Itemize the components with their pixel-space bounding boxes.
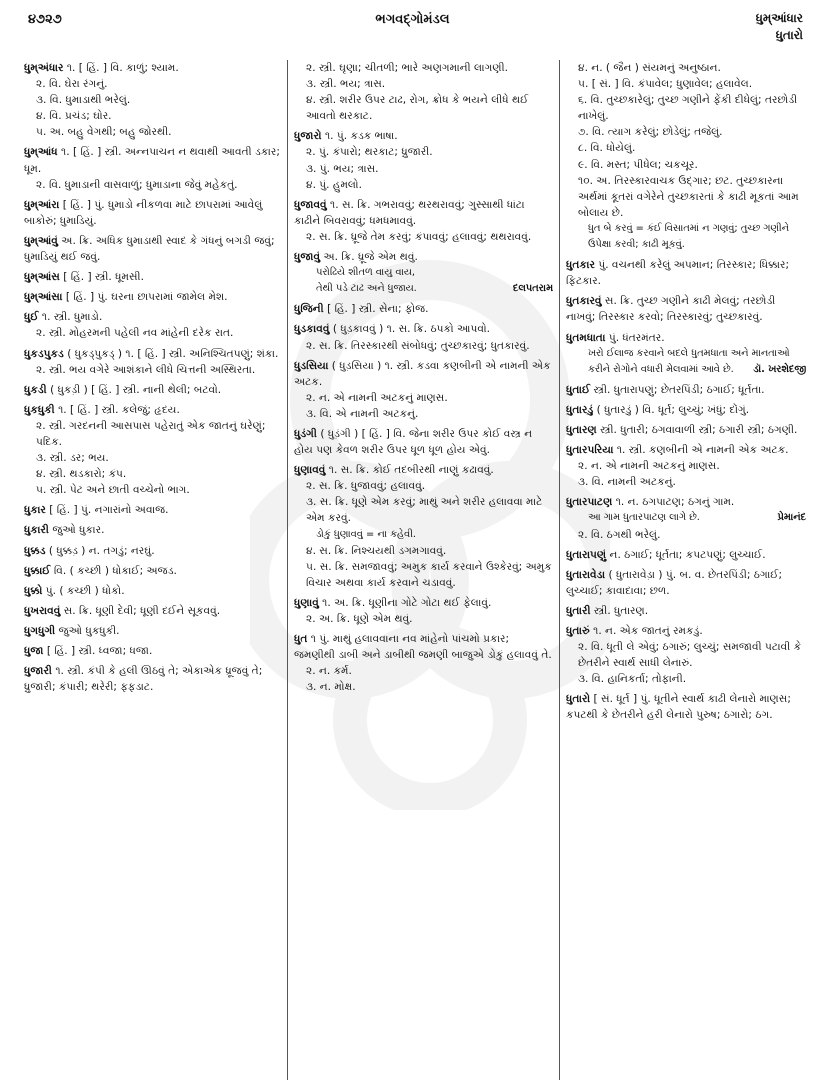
- definition-text: [ હિં. ] સ્ત્રી. ધૂમસી.: [63, 271, 144, 284]
- quotation-text: તેથી પડે ટાઢ અને ધુજાય.: [316, 283, 417, 295]
- dictionary-entry: [566, 402, 806, 418]
- dictionary-entry: [24, 522, 281, 538]
- definition-text: [ હિં. ] સ્ત્રી. ધ્વજા; ધજા.: [46, 645, 153, 657]
- headword: ધુજિની: [294, 303, 324, 316]
- quotation-line: [566, 346, 806, 378]
- quotation-text: પરોઢિયે શીતળ વાયુ વાય,: [316, 267, 415, 279]
- quotation-source: ડૉ. ખરશેદજી: [753, 363, 806, 375]
- definition-text: [ હિં. ] સ્ત્રી. સેના; ફોજ.: [327, 303, 429, 316]
- dictionary-entry: [24, 543, 281, 559]
- sense: ૯. વિ. મસ્ત; પીધેલ; ચકચૂર.: [578, 158, 698, 171]
- guide-words: [756, 10, 803, 44]
- definition-text: ( ધુડ઼ંગી ) [ હિં. ] વિ. જેના શરીર ઉપર કોઈ વસ્ત્ર ન હોય પણ કેવળ શરીર ઉપર ધૂળ ધૂળ હોય એવું.: [294, 427, 533, 457]
- dictionary-entry: [566, 60, 806, 253]
- dictionary-entry: [24, 502, 281, 518]
- headword: ધુખરાવવું: [24, 604, 61, 617]
- headword: ધુમ્આંધ: [24, 146, 58, 159]
- headword: ધુતકાર: [566, 259, 595, 272]
- sense: ૨. અ. ક્રિ. ધૂણે એમ થવું.: [306, 613, 413, 625]
- headword: ધુતારી: [566, 604, 591, 617]
- dictionary-entry: [566, 293, 806, 325]
- definition-text: પું. ધંતરમંતર.: [608, 331, 665, 344]
- headword: ધુજારી: [24, 665, 52, 678]
- headword: ધુતારપાટણ: [566, 496, 613, 509]
- headword: ધુકારી: [24, 524, 49, 537]
- dictionary-entry: [24, 346, 281, 378]
- sense: ૩. વિ. એ નામની અટકનું.: [306, 407, 419, 420]
- headword: ધુકધુકી: [24, 403, 55, 416]
- definition-text: ( ધુકડ્પુકડ્ ) ૧. [ હિં. ] સ્ત્રી. અનિશ્ચિતપણું; શંકા.: [67, 347, 279, 360]
- definition-text: સ્ત્રી. ધુતારણ.: [593, 604, 649, 617]
- headword: ધુમ્અંધાર: [24, 62, 64, 74]
- headword: ધુઈ: [24, 311, 39, 324]
- sense: ૪. સ. ક્રિ. નિશ્ચયથી ડગમગાવવું.: [306, 544, 447, 557]
- headword: ધુતારાપણું: [566, 548, 607, 561]
- dictionary-entry: [566, 382, 806, 398]
- sense: ૪. ન. ( જૈન ) સંયમનું અનુષ્ઠાન.: [578, 62, 721, 74]
- sense: ૨. પું. કંપારો; થરકાટ; ધ્રુજારી.: [306, 146, 433, 159]
- quotation-text: ખરો ઈલાજ કરવાને બદલે ધુતમધાતા અને માનતાઓ કરીને રોગોને વધારી મેલવામાં આવે છે.: [588, 347, 790, 375]
- dictionary-entry: [294, 128, 553, 192]
- sense: ૪. પું. હુમલો.: [306, 178, 362, 191]
- dictionary-entry: [294, 631, 553, 695]
- headword: ધુજારો: [294, 130, 322, 143]
- quotation-line: [294, 265, 553, 281]
- sense: ૩. સ્ત્રી. ભય; ત્રાસ.: [306, 78, 386, 91]
- headword: ધુજાવું: [294, 251, 321, 264]
- definition-text: ૧. સ. ક્રિ. કોઈ તદબીરથી નાણું કઢાવવું.: [328, 464, 494, 477]
- sense: ૨. સ્ત્રી. ભય વગેરે આશંકાને લીધે ચિત્તની અસ્થિરતા.: [36, 363, 256, 376]
- quotation-line: [566, 510, 806, 526]
- definition-text: ૧. સ્ત્રી. ધુમાડો.: [41, 311, 103, 324]
- sense: ૨. વિ. ધુમાડાની વાસવાળું; ધુમાડાના જેવું મહેકતું.: [36, 178, 238, 191]
- definition-text: ૧. સ. ક્રિ. ગભરાવવું; થરથરાવવું; ગુસ્સાથી ધાંટા કાઢીને બિવરાવવું; ધમધમાવવું.: [294, 198, 525, 227]
- column-1: [22, 60, 287, 1080]
- dictionary-entry: [24, 402, 281, 499]
- definition-text: જુઓ ધુકાર.: [52, 524, 105, 537]
- dictionary-entry: [24, 563, 281, 579]
- dictionary-columns: [22, 60, 812, 1080]
- headword: ધુતારાવેડા: [566, 568, 606, 581]
- quotation-source: દલપતરામ: [512, 283, 553, 295]
- sense: ૩. વિ. નામની અટકનું.: [578, 476, 676, 489]
- sense: ૨. ન. એ નામની અટકનું માણસ.: [578, 460, 720, 473]
- idiom-line: ધુત બે કરવું = કંઈ વિસાતમાં ન ગણવું; તુચ્છ ગણીને ઉપેક્ષા કરવી; કાઢી મૂકવું.: [588, 222, 790, 251]
- dictionary-entry: [566, 691, 806, 723]
- sense: ૫. સ. ક્રિ. સમજાવવું; અમુક કાર્ય કરવાને ઉશ્કેરવું; અમુક વિચાર અથવા કાર્ય કરવાને ચડાવવું.: [306, 560, 552, 589]
- dictionary-entry: [294, 462, 553, 591]
- definition-text: [ હિં. ] પું. નગારાંનો અવાજ.: [49, 504, 169, 517]
- dictionary-entry: [24, 309, 281, 341]
- headword: ધુતારણ: [566, 423, 597, 436]
- sense: ૪. સ્ત્રી. થડકારો; કંપ.: [36, 468, 127, 481]
- dictionary-entry: [566, 422, 806, 438]
- sense: ૨. સ્ત્રી. ગરદનની આસપાસ પહેરાતું એક જાતનું ઘરેણું; પદિક.: [36, 419, 266, 448]
- dictionary-entry: [24, 643, 281, 659]
- sense: ૫. અ. બહુ વેગથી; બહુ જોરથી.: [36, 126, 172, 139]
- dictionary-entry: [24, 269, 281, 285]
- dictionary-entry: [566, 442, 806, 490]
- definition-text: અ. ક્રિ. અધિક ધુમાડાથી સ્વાદ કે ગંધનું બગડી જવું; ધુમાડિયું થઈ જવું.: [24, 234, 275, 264]
- dictionary-entry: [24, 144, 281, 192]
- dictionary-entry: [24, 603, 281, 619]
- definition-text: ( ધુતારડ઼ું ) વિ. ધૂર્ત; લુચ્ચું; ખંધું; દોંગું.: [596, 403, 750, 416]
- dictionary-entry: [294, 249, 553, 297]
- headword: ધુમ્આંસા: [24, 291, 63, 304]
- headword: ધુકડી: [24, 383, 47, 396]
- dictionary-entry: [294, 321, 553, 353]
- sense: ૨. સ્ત્રી. ઘૃણા; ચીતળી; ભારે અણગમાની લાગણી.: [306, 62, 508, 74]
- sense: ૩. વિ. ધુમાડાથી ભરેલું.: [36, 94, 131, 107]
- dictionary-entry: [566, 257, 806, 289]
- sense: ૫. સ્ત્રી. પેટ અને છાતી વચ્ચેનો ભાગ.: [36, 484, 190, 497]
- definition-text: ૧. સ્ત્રી. કંપી કે હલી ઊઠવું તે; એકાએક ધ્રૂજવું તે; ધ્રુજારી; કંપારી; થરેરી; ફફડાટ.: [24, 665, 263, 694]
- definition-text: પું. ( કચ્છી ) ધોકો.: [45, 584, 125, 597]
- definition-text: ૧. [ હિં. ] સ્ત્રી. અન્નપાચન ન થવાથી આવતી ડકાર; ધૂમ.: [24, 146, 280, 175]
- dictionary-entry: [566, 603, 806, 619]
- sense: ૨. સ. ક્રિ. ધ્રૂજે તેમ કરવું; કંપાવવું; હલાવવું; થથરાવવું.: [306, 230, 532, 243]
- sense: ૩. પું. ભય; ત્રાસ.: [306, 162, 379, 175]
- sense: ૨. સ. ક્રિ. ધુજાવવું; હલાવવું.: [306, 480, 426, 493]
- column-2: [287, 60, 559, 1080]
- idiom-line: ડોકું ધુણાવવું = ના કહેવી.: [316, 528, 417, 540]
- guide-word-last: ધુતારો: [775, 28, 803, 42]
- dictionary-entry: [294, 197, 553, 245]
- sense: ૨. સ્ત્રી. મોહરમની પહેલી નવ માંહેની દરેક રાત.: [36, 327, 234, 340]
- dictionary-entry: [566, 330, 806, 378]
- definition-text: ( ધુતારાવેડ઼ા ) પું. બ. વ. છેતરપિંડી; ઠગાઈ; લુચ્ચાઈ; કાવાદાવા; છળ.: [566, 568, 783, 597]
- headword: ધુત: [294, 633, 308, 646]
- quotation-text: આ ગામ ધુતારપાટણ લાગે છે.: [588, 512, 700, 524]
- dictionary-entry: [24, 197, 281, 229]
- definition-text: [ સં. ધૂર્ત ] પું. ધૂતીને સ્વાર્થ કાઢી લેનારો માણસ; કપટથી કે છેતરીને હરી લેનારો પુરુષ; ઠગારો; ઠગ.: [566, 693, 791, 722]
- headword: ધુકાર: [24, 504, 46, 517]
- dictionary-entry: [294, 358, 553, 422]
- dictionary-entry: [24, 583, 281, 599]
- headword: ધુણાવવું: [294, 464, 326, 477]
- dictionary-entry: [294, 60, 553, 124]
- definition-text: વિ. ( કચ્છી ) ધોકાઈ; અજડ.: [53, 564, 177, 577]
- definition-text: ( ધુકડ઼ી ) [ હિં. ] સ્ત્રી. નાની થેલી; બટવો.: [50, 383, 222, 396]
- dictionary-entry: [24, 623, 281, 639]
- definition-text: ૧. ન. ઠગપાટણ; ઠગનું ગામ.: [615, 496, 735, 509]
- definition-text: ૧. [ હિં. ] સ્ત્રી. કલેજું; હૃદય.: [58, 403, 180, 416]
- headword: ધુક્કાઈ: [24, 564, 51, 577]
- definition-text: અ. ક્રિ. ધ્રૂજે એમ થવું.: [323, 251, 418, 264]
- page-title: ભગવદ્ગોમંડલ: [375, 12, 450, 27]
- headword: ધુમ્આંરા: [24, 198, 60, 211]
- sense: ૩. સ. ક્રિ. ધૂણે એમ કરવું; માથું અને શરીર હલાવવા માટે એમ કરવું.: [306, 496, 543, 525]
- headword: ધુતારડું: [566, 403, 594, 416]
- sense: ૨. ન. કર્મ.: [306, 665, 352, 678]
- sense: ૫. [ સં. ] વિ. કંપાવેલ; ધુણાવેલ; હલાવેલ.: [578, 78, 753, 91]
- definition-text: ન. ઠગાઈ; ધૂર્તતા; કપટપણું; લુચ્ચાઈ.: [609, 548, 766, 561]
- headword: ધુકડપુકડ: [24, 347, 64, 360]
- headword: ધુમ્આંસ: [24, 271, 60, 284]
- definition-text: સ. ક્રિ. ધૂણી દેવી; ધૂણી દઈને સૂકવવું.: [63, 604, 221, 617]
- definition-text: ૧ પું. માથું હલાવવાના નવ માંહેનો પાંચમો પ્રકાર; જમણીથી ડાબી અને ડાબીથી જમણી બાજુએ ડોકું હલાવવું તે.: [294, 633, 552, 662]
- dictionary-entry: [566, 567, 806, 599]
- definition-text: ( ધુડ઼કાવવું ) ૧. સ. ક્રિ. ઠપકો આપવો.: [332, 323, 490, 336]
- sense: ૧૦. અ. તિરસ્કારવાચક ઉદ્ગાર; છટ. તુચ્છકારના અર્થમાં કૂતરાં વગેરેને તુચ્છકારતાં કે કાઢી મૂકતાં આમ બોલાય છે.: [578, 174, 799, 219]
- definition-text: [ હિં. ] પું. ધુમાડો નીકળવા માટે છાપરામાં આવેલું બાકોરું; ધુમાડિયું.: [24, 198, 263, 227]
- headword: ધુડકાવવું: [294, 323, 330, 336]
- definition-text: સ્ત્રી. ધુતારી; ઠગવાવાળી સ્ત્રી; ઠગારી સ્ત્રી; ઠગણી.: [600, 423, 798, 436]
- guide-word-first: ધુમ્આંધાર: [755, 11, 803, 25]
- sense: ૭. વિ. ત્યાગ કરેલું; છોડેલું; તજેલું.: [578, 126, 723, 139]
- definition-text: ૧. [ હિં. ] વિ. કાળું; શ્યામ.: [66, 62, 179, 74]
- headword: ધુજા: [24, 645, 44, 657]
- definition-text: ૧. સ્ત્રી. કણબીની એ નામની એક અટક.: [616, 444, 789, 457]
- headword: ધુગધુગી: [24, 624, 56, 637]
- headword: ધુતારું: [566, 625, 590, 637]
- headword: ધુતારો: [566, 693, 591, 706]
- headword: ધુતાઈ: [566, 383, 591, 396]
- dictionary-entry: [294, 426, 553, 458]
- definition-text: [ હિં. ] પું. ઘરના છાપરામાં જામેલ મેશ.: [65, 291, 228, 304]
- dictionary-entry: [566, 547, 806, 563]
- dictionary-entry: [566, 494, 806, 542]
- dictionary-entry: [24, 663, 281, 695]
- headword: ધુક્કો: [24, 584, 43, 597]
- headword: ધુણાવું: [294, 596, 319, 609]
- headword: ધુતારપરિયા: [566, 444, 614, 457]
- definition-text: જુઓ ધુકધુકી.: [58, 624, 120, 637]
- dictionary-entry: [294, 595, 553, 627]
- definition-text: સ. ક્રિ. તુચ્છ ગણીને કાઢી મેલવું; તરછોડી નાખવું; તિરસ્કાર કરવો; તિરસ્કારવું; તુચ્છકારવું.: [566, 295, 776, 324]
- dictionary-entry: [24, 233, 281, 265]
- dictionary-entry: [566, 623, 806, 687]
- sense: ૪. વિ. પ્રચંડ; ઘોર.: [36, 110, 112, 123]
- headword: ધુડસિયા: [294, 359, 329, 372]
- sense: ૩. વિ. હાનિકર્તા; તોફાની.: [578, 673, 687, 686]
- sense: ૨. વિ. ઠગથી ભરેલું.: [578, 528, 661, 541]
- headword: ધુજાવવું: [294, 198, 327, 211]
- column-3: [559, 60, 812, 1080]
- sense: ૮. વિ. ધોયેલું.: [578, 142, 636, 155]
- definition-text: સ્ત્રી. ધુતારાપણું; છેતરપિંડી; ઠગાઈ; ધૂર્તતા.: [593, 383, 765, 396]
- quotation-source: પ્રેમાનંદ: [777, 512, 806, 524]
- dictionary-entry: [24, 382, 281, 398]
- definition-text: ૧. પું. કડક ભાષા.: [324, 130, 398, 143]
- headword: ધુતકારવું: [566, 295, 602, 308]
- definition-text: ( ધુક્કડ઼ ) ન. તગડું; નરઘું.: [48, 544, 155, 557]
- sense: ૬. વિ. તુચ્છકારેલું; તુચ્છ ગણીને ફેંકી દીધેલું; તરછોડી નાખેલું.: [578, 94, 798, 123]
- dictionary-entry: [24, 289, 281, 305]
- sense: ૨. સ. ક્રિ. તિરસ્કારથી સંબોધવું; તુચ્છકારવું; ધુતકારવું.: [306, 339, 530, 352]
- sense: ૨. વિ. ધૂતી લે એવું; ઠગારું; લુચ્ચું; સમજાવી પટાવી કે છેતરીને સ્વાર્થ સાધી લેનારું.: [578, 641, 802, 670]
- headword: ધુમ્આંવું: [24, 234, 58, 247]
- sense: ૪. સ્ત્રી. શરીર ઉપર ટાઢ, રોગ, ક્રોધ કે ભયને લીધે થઈ આવતો થરકાટ.: [306, 94, 529, 123]
- dictionary-entry: [294, 301, 553, 317]
- headword: ધુક્કડ: [24, 544, 46, 557]
- headword: ધુતમધાતા: [566, 331, 606, 344]
- page-header: [0, 0, 825, 52]
- definition-text: પું. વચનથી કરેલું અપમાન; તિરસ્કાર; ધિક્કાર; ફિટકાર.: [566, 259, 790, 288]
- sense: ૩. સ્ત્રી. ડર; ભય.: [36, 452, 109, 465]
- headword: ધુડંગી: [294, 427, 317, 440]
- sense: ૩. ન. મોક્ષ.: [306, 681, 356, 694]
- page-number: ૪૭૨૭: [28, 12, 62, 27]
- dictionary-entry: [24, 60, 281, 140]
- definition-text: ( ધુડ઼સિયા ) ૧. સ્ત્રી. કડવા કણબીની એ નામની એક અટક.: [294, 359, 551, 388]
- sense: ૨. ન. એ નામની અટકનું માણસ.: [306, 391, 448, 404]
- definition-text: ૧. અ. ક્રિ. ધૂણીના ગોટે ગોટા થઈ ફેલાવું.: [322, 596, 492, 609]
- quotation-line: [294, 281, 553, 297]
- definition-text: ૧. ન. એક જાતનું રમકડું.: [593, 625, 703, 637]
- sense: ૨. વિ. ઘેરા રંગનું.: [36, 78, 108, 91]
